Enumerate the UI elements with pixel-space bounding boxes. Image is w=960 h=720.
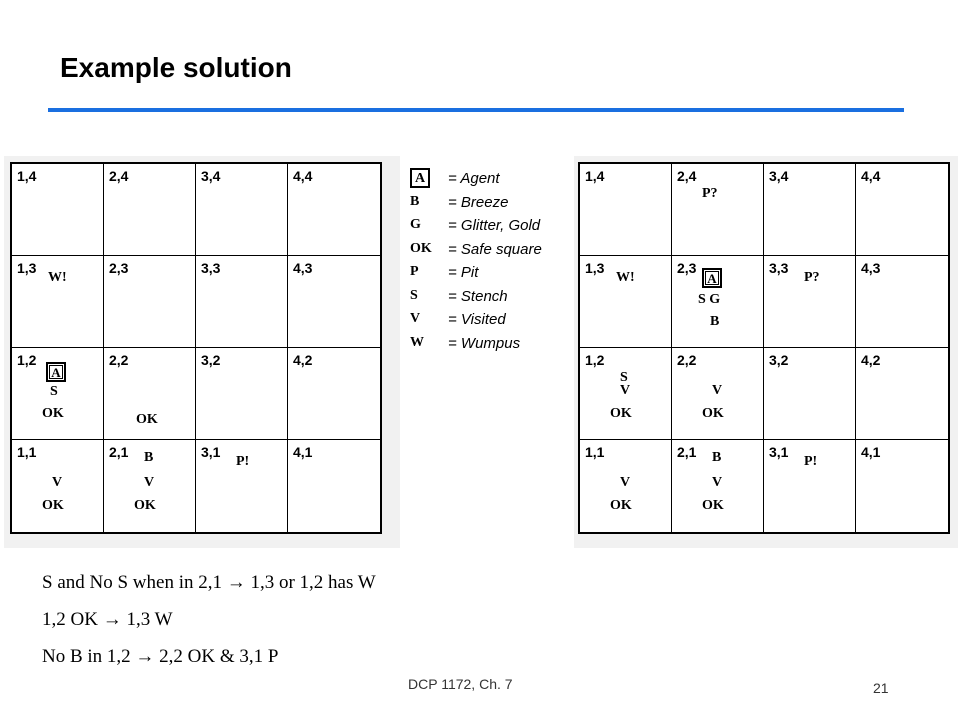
cell-coordinate: 3,2 xyxy=(201,352,221,368)
grid-cell-2-3 xyxy=(104,256,196,348)
legend-symbol: V xyxy=(410,311,421,326)
visited-mark: V xyxy=(712,383,723,398)
cell-coordinate: 1,4 xyxy=(585,168,605,184)
cell-coordinate: 4,4 xyxy=(861,168,881,184)
right-wumpus-grid xyxy=(578,162,950,534)
cell-coordinate: 4,4 xyxy=(293,168,313,184)
stench-glitter-mark: S G xyxy=(698,292,721,307)
legend-symbol: W xyxy=(410,334,424,350)
cell-coordinate: 3,4 xyxy=(769,168,789,184)
cell-coordinate: 4,3 xyxy=(293,260,313,276)
safe-mark: OK xyxy=(42,498,64,513)
grid-cell-4-1 xyxy=(288,440,380,532)
grid-cell-1-2 xyxy=(12,348,104,440)
cell-coordinate: 4,1 xyxy=(861,444,881,460)
grid-cell-2-4 xyxy=(104,164,196,256)
cell-coordinate: 3,4 xyxy=(201,168,221,184)
cell-coordinate: 3,1 xyxy=(201,444,221,460)
grid-cell-4-3 xyxy=(856,256,948,348)
cell-coordinate: 2,2 xyxy=(109,352,129,368)
grid-cell-4-2 xyxy=(288,348,380,440)
cell-coordinate: 1,4 xyxy=(17,168,37,184)
legend-description: = Glitter, Gold xyxy=(448,217,541,234)
cell-coordinate: 3,2 xyxy=(769,352,789,368)
grid-cell-2-2 xyxy=(672,348,764,440)
visited-mark: V xyxy=(144,475,155,490)
grid-cell-4-4 xyxy=(856,164,948,256)
cell-coordinate: 2,1 xyxy=(109,444,129,460)
agent-marker: A xyxy=(702,268,722,288)
footer-course: DCP 1172, Ch. 7 xyxy=(408,676,513,692)
safe-mark: OK xyxy=(136,412,158,427)
safe-mark: OK xyxy=(702,498,724,513)
cell-coordinate: 3,1 xyxy=(769,444,789,460)
grid-cell-1-2 xyxy=(580,348,672,440)
pit-mark: P! xyxy=(804,454,818,469)
grid-cell-4-1 xyxy=(856,440,948,532)
legend-description: = Stench xyxy=(448,287,508,305)
legend-description: = Agent xyxy=(448,170,500,187)
slide-title: Example solution xyxy=(60,52,292,83)
wumpus-mark: W! xyxy=(616,270,635,285)
pit-mark: P! xyxy=(236,454,250,469)
grid-cell-3-3 xyxy=(196,256,288,348)
grid-cell-2-1 xyxy=(104,440,196,532)
wumpus-mark: W! xyxy=(48,270,67,285)
grid-cell-2-2 xyxy=(104,348,196,440)
grid-cell-1-3 xyxy=(12,256,104,348)
visited-mark: V xyxy=(52,475,63,490)
cell-coordinate: 2,3 xyxy=(109,260,129,276)
grid-cell-1-4 xyxy=(580,164,672,256)
cell-coordinate: 2,4 xyxy=(677,168,697,184)
visited-mark: V xyxy=(620,475,631,490)
legend-symbol: A xyxy=(410,168,430,188)
cell-coordinate: 4,1 xyxy=(293,444,313,460)
safe-mark: OK xyxy=(702,406,724,421)
grid-cell-3-4 xyxy=(764,164,856,256)
legend-symbol: S xyxy=(410,287,418,303)
cell-coordinate: 1,3 xyxy=(17,260,37,276)
title-underline xyxy=(48,108,904,112)
page-number: 21 xyxy=(873,680,889,696)
grid-cell-3-1 xyxy=(764,440,856,532)
cell-coordinate: 1,2 xyxy=(17,352,37,368)
legend-symbol: P xyxy=(410,264,419,279)
legend-symbol: OK xyxy=(410,240,432,256)
grid-cell-3-2 xyxy=(196,348,288,440)
grid-cell-1-1 xyxy=(12,440,104,532)
cell-coordinate: 4,2 xyxy=(293,352,313,368)
cell-coordinate: 4,2 xyxy=(861,352,881,368)
grid-cell-2-3 xyxy=(672,256,764,348)
cell-coordinate: 1,1 xyxy=(585,444,605,460)
legend-symbol: B xyxy=(410,193,420,209)
cell-coordinate: 4,3 xyxy=(861,260,881,276)
left-wumpus-grid xyxy=(10,162,382,534)
legend-symbol: G xyxy=(410,217,421,232)
grid-cell-1-1 xyxy=(580,440,672,532)
grid-cell-4-3 xyxy=(288,256,380,348)
pit-mark: P? xyxy=(702,186,718,201)
legend-description: = Visited xyxy=(448,311,506,328)
safe-mark: OK xyxy=(134,498,156,513)
safe-mark: OK xyxy=(610,498,632,513)
stench-mark: S xyxy=(620,370,628,385)
grid-cell-4-4 xyxy=(288,164,380,256)
cell-coordinate: 1,1 xyxy=(17,444,37,460)
grid-cell-3-2 xyxy=(764,348,856,440)
cell-coordinate: 2,4 xyxy=(109,168,129,184)
cell-coordinate: 2,1 xyxy=(677,444,697,460)
grid-cell-2-4 xyxy=(672,164,764,256)
agent-marker: A xyxy=(46,362,66,382)
grid-cell-2-1 xyxy=(672,440,764,532)
cell-coordinate: 3,3 xyxy=(201,260,221,276)
explanation-line-2: 1,2 OK → 1,3 W xyxy=(42,609,173,630)
legend-description: = Wumpus xyxy=(448,334,521,352)
explanation-line-3: No B in 1,2 → 2,2 OK & 3,1 P xyxy=(42,646,279,667)
grid-cell-3-4 xyxy=(196,164,288,256)
breeze-mark: B xyxy=(144,450,154,465)
cell-coordinate: 2,2 xyxy=(677,352,697,368)
legend-description: = Safe square xyxy=(448,240,542,258)
breeze-mark: B xyxy=(712,450,722,465)
grid-cell-1-3 xyxy=(580,256,672,348)
cell-coordinate: 1,2 xyxy=(585,352,605,368)
stench-mark: S xyxy=(50,384,58,399)
grid-cell-3-1 xyxy=(196,440,288,532)
visited-mark: V xyxy=(620,383,631,398)
explanation-line-1: S and No S when in 2,1 → 1,3 or 1,2 has W xyxy=(42,572,376,593)
cell-coordinate: 2,3 xyxy=(677,260,697,276)
legend-description: = Breeze xyxy=(448,193,509,211)
breeze-mark: B xyxy=(710,314,720,329)
grid-cell-3-3 xyxy=(764,256,856,348)
cell-coordinate: 3,3 xyxy=(769,260,789,276)
pit-mark: P? xyxy=(804,270,820,285)
safe-mark: OK xyxy=(610,406,632,421)
visited-mark: V xyxy=(712,475,723,490)
grid-cell-1-4 xyxy=(12,164,104,256)
safe-mark: OK xyxy=(42,406,64,421)
legend-description: = Pit xyxy=(448,264,479,281)
grid-cell-4-2 xyxy=(856,348,948,440)
cell-coordinate: 1,3 xyxy=(585,260,605,276)
